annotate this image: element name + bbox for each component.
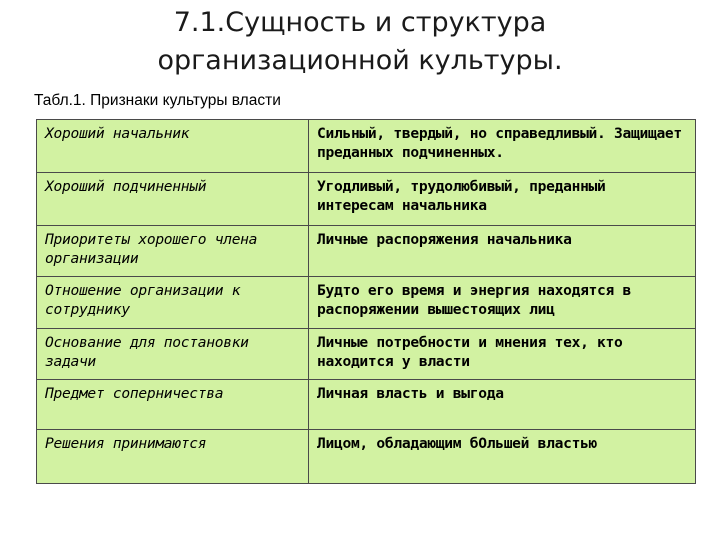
table-row bbox=[37, 430, 696, 484]
feature-cell: Решения принимаются bbox=[37, 430, 309, 484]
feature-cell: Предмет соперничества bbox=[37, 380, 309, 430]
table-row bbox=[37, 277, 696, 329]
feature-cell: Отношение организации к сотруднику bbox=[37, 277, 309, 329]
table-row bbox=[37, 329, 696, 380]
description-cell: Угодливый, трудолюбивый, преданный интересам начальника bbox=[309, 173, 696, 226]
description-cell: Будто его время и энергия находятся в распоряжении вышестоящих лиц bbox=[309, 277, 696, 329]
description-cell: Личная власть и выгода bbox=[309, 380, 696, 430]
table-caption: Табл.1. Признаки культуры власти bbox=[34, 92, 281, 109]
feature-cell: Хороший начальник bbox=[37, 120, 309, 173]
table-row bbox=[37, 173, 696, 226]
description-cell: Сильный, твердый, но справедливый. Защищает преданных подчиненных. bbox=[309, 120, 696, 173]
table-row bbox=[37, 226, 696, 277]
description-cell: Личные потребности и мнения тех, кто находится у власти bbox=[309, 329, 696, 380]
table-row bbox=[37, 120, 696, 173]
description-cell: Лицом, обладающим бОльшей властью bbox=[309, 430, 696, 484]
feature-cell: Приоритеты хорошего члена организации bbox=[37, 226, 309, 277]
table-row bbox=[37, 380, 696, 430]
slide-title: 7.1.Сущность и структура организационной культуры. bbox=[157, 7, 563, 76]
description-cell: Личные распоряжения начальника bbox=[309, 226, 696, 277]
feature-cell: Основание для постановки задачи bbox=[37, 329, 309, 380]
power-culture-table bbox=[36, 119, 696, 484]
feature-cell: Хороший подчиненный bbox=[37, 173, 309, 226]
